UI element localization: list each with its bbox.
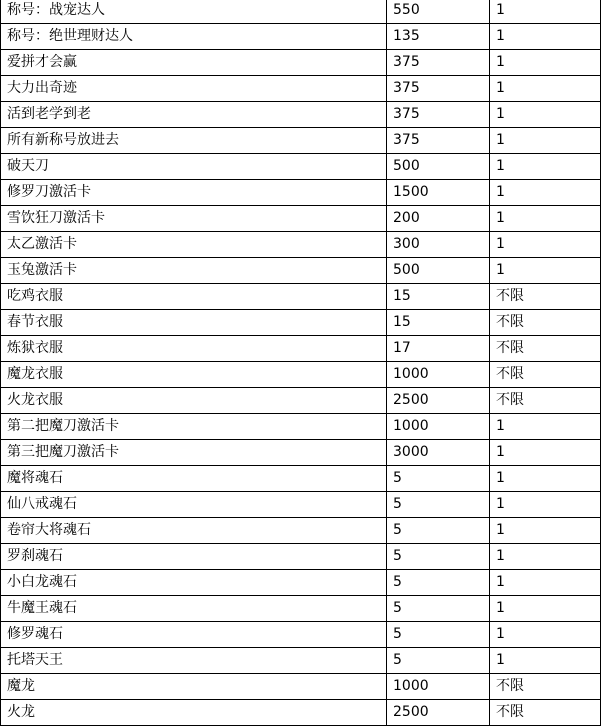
item-price-cell: 1000	[387, 362, 490, 388]
item-limit-cell: 1	[490, 648, 601, 674]
item-limit-cell: 1	[490, 24, 601, 50]
table-row	[1, 544, 601, 570]
item-price-cell: 17	[387, 336, 490, 362]
table-row	[1, 232, 601, 258]
item-limit-cell: 1	[490, 466, 601, 492]
item-name-cell: 修罗刀激活卡	[1, 180, 387, 206]
table-row	[1, 492, 601, 518]
item-price-cell: 135	[387, 24, 490, 50]
item-price-cell: 1500	[387, 180, 490, 206]
item-name-cell: 活到老学到老	[1, 102, 387, 128]
item-name-cell: 修罗魂石	[1, 622, 387, 648]
item-price-cell: 15	[387, 284, 490, 310]
item-name-cell: 小白龙魂石	[1, 570, 387, 596]
item-price-cell: 300	[387, 232, 490, 258]
item-price-cell: 5	[387, 544, 490, 570]
item-limit-cell: 1	[490, 128, 601, 154]
item-name-cell: 破天刀	[1, 154, 387, 180]
item-price-cell: 5	[387, 622, 490, 648]
item-limit-cell: 1	[490, 206, 601, 232]
item-limit-cell: 不限	[490, 310, 601, 336]
table-body	[1, 0, 601, 726]
item-price-cell: 5	[387, 570, 490, 596]
item-limit-cell: 不限	[490, 362, 601, 388]
item-name-cell: 吃鸡衣服	[1, 284, 387, 310]
table-row	[1, 700, 601, 726]
table-row	[1, 518, 601, 544]
item-name-cell: 所有新称号放进去	[1, 128, 387, 154]
table-row	[1, 206, 601, 232]
item-name-cell: 魔将魂石	[1, 466, 387, 492]
item-price-cell: 550	[387, 0, 490, 24]
table-row	[1, 362, 601, 388]
item-limit-cell: 不限	[490, 284, 601, 310]
table-row	[1, 0, 601, 24]
table-row	[1, 466, 601, 492]
item-limit-cell: 1	[490, 544, 601, 570]
item-limit-cell: 1	[490, 154, 601, 180]
item-name-cell: 罗刹魂石	[1, 544, 387, 570]
item-price-cell: 15	[387, 310, 490, 336]
item-name-cell: 第二把魔刀激活卡	[1, 414, 387, 440]
table-row	[1, 674, 601, 700]
item-name-cell: 火龙	[1, 700, 387, 726]
item-price-cell: 5	[387, 518, 490, 544]
item-price-cell: 500	[387, 258, 490, 284]
item-limit-cell: 1	[490, 0, 601, 24]
item-limit-cell: 1	[490, 50, 601, 76]
item-name-cell: 托塔天王	[1, 648, 387, 674]
item-name-cell: 春节衣服	[1, 310, 387, 336]
item-limit-cell: 不限	[490, 700, 601, 726]
item-limit-cell: 1	[490, 232, 601, 258]
table-row	[1, 414, 601, 440]
item-price-cell: 1000	[387, 414, 490, 440]
table-row	[1, 50, 601, 76]
item-limit-cell: 不限	[490, 336, 601, 362]
table-row	[1, 128, 601, 154]
table-row	[1, 440, 601, 466]
item-name-cell: 太乙激活卡	[1, 232, 387, 258]
item-name-cell: 魔龙衣服	[1, 362, 387, 388]
item-name-cell: 魔龙	[1, 674, 387, 700]
table-row	[1, 336, 601, 362]
item-limit-cell: 1	[490, 258, 601, 284]
item-price-cell: 500	[387, 154, 490, 180]
item-price-cell: 5	[387, 596, 490, 622]
table-row	[1, 258, 601, 284]
item-price-cell: 375	[387, 76, 490, 102]
table-row	[1, 388, 601, 414]
item-limit-cell: 1	[490, 518, 601, 544]
table-row	[1, 102, 601, 128]
item-name-cell: 火龙衣服	[1, 388, 387, 414]
item-price-cell: 375	[387, 50, 490, 76]
item-name-cell: 牛魔王魂石	[1, 596, 387, 622]
item-name-cell: 称号：战宠达人	[1, 0, 387, 24]
item-limit-cell: 1	[490, 102, 601, 128]
item-limit-cell: 1	[490, 180, 601, 206]
item-name-cell: 第三把魔刀激活卡	[1, 440, 387, 466]
item-name-cell: 仙八戒魂石	[1, 492, 387, 518]
table-row	[1, 180, 601, 206]
table-row	[1, 648, 601, 674]
item-price-cell: 1000	[387, 674, 490, 700]
item-limit-cell: 不限	[490, 388, 601, 414]
table-row	[1, 154, 601, 180]
item-price-cell: 2500	[387, 388, 490, 414]
item-price-cell: 375	[387, 128, 490, 154]
item-name-cell: 称号：绝世理财达人	[1, 24, 387, 50]
table-row	[1, 622, 601, 648]
item-name-cell: 大力出奇迹	[1, 76, 387, 102]
item-limit-cell: 1	[490, 570, 601, 596]
item-price-cell: 5	[387, 648, 490, 674]
item-name-cell: 卷帘大将魂石	[1, 518, 387, 544]
table-row	[1, 570, 601, 596]
item-price-cell: 200	[387, 206, 490, 232]
table-row	[1, 596, 601, 622]
item-name-cell: 雪饮狂刀激活卡	[1, 206, 387, 232]
item-name-cell: 玉兔激活卡	[1, 258, 387, 284]
item-limit-cell: 1	[490, 440, 601, 466]
item-price-cell: 3000	[387, 440, 490, 466]
item-price-cell: 375	[387, 102, 490, 128]
table-row	[1, 24, 601, 50]
item-limit-cell: 1	[490, 414, 601, 440]
item-price-cell: 5	[387, 492, 490, 518]
item-price-cell: 5	[387, 466, 490, 492]
table-row	[1, 284, 601, 310]
item-limit-cell: 1	[490, 76, 601, 102]
item-limit-cell: 1	[490, 622, 601, 648]
table-row	[1, 76, 601, 102]
item-limit-cell: 不限	[490, 674, 601, 700]
item-name-cell: 爱拼才会赢	[1, 50, 387, 76]
item-limit-cell: 1	[490, 492, 601, 518]
item-price-cell: 2500	[387, 700, 490, 726]
item-name-cell: 炼狱衣服	[1, 336, 387, 362]
item-limit-cell: 1	[490, 596, 601, 622]
table-row	[1, 310, 601, 336]
